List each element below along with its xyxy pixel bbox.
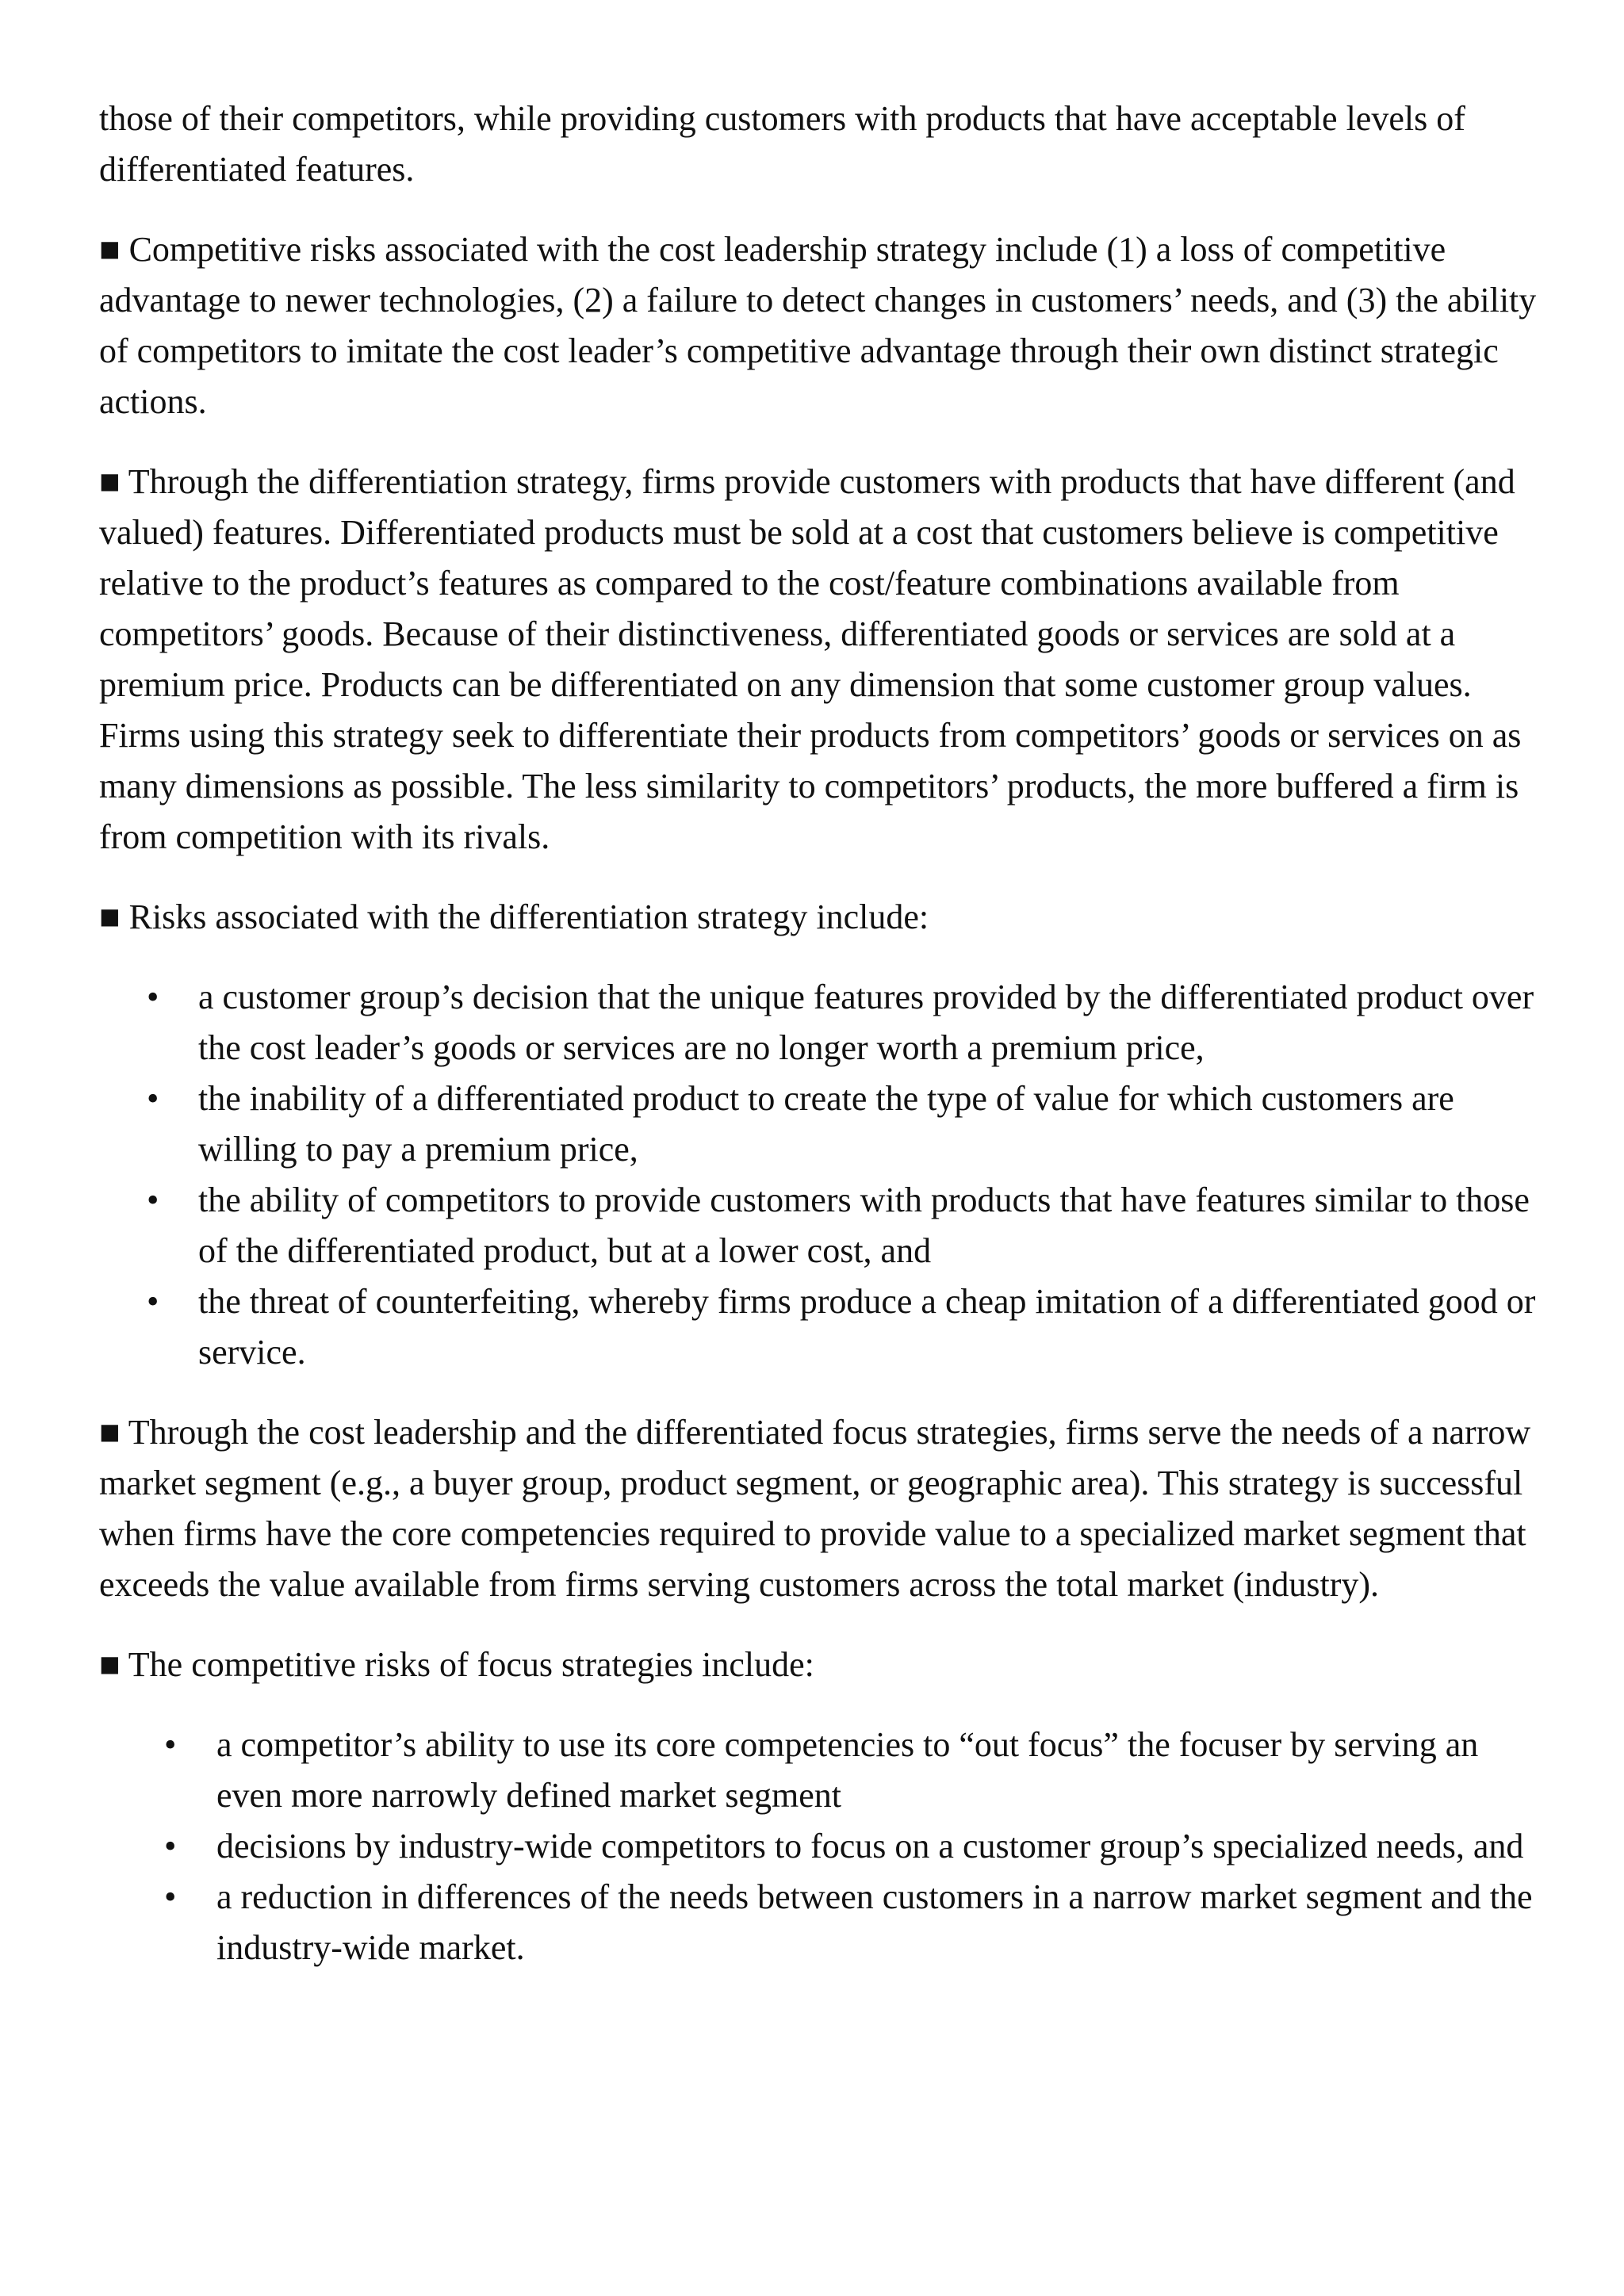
paragraph-differentiation-risks-heading: ■ Risks associated with the differentiation strategy include:: [99, 897, 929, 936]
list-item-text: the threat of counterfeiting, whereby firms produce a cheap imitation of a differentiated good or service.: [198, 1282, 1536, 1372]
list-item: [99, 1276, 1550, 1378]
focus-risks-list: [99, 1720, 1550, 1973]
bullet-icon: •: [147, 978, 159, 1016]
paragraph-focus-risks-heading: ■ The competitive risks of focus strategies include:: [99, 1645, 814, 1684]
list-item-text: the inability of a differentiated product to create the type of value for which customers are willing to pay a premium price,: [198, 1079, 1454, 1169]
bullet-icon: •: [147, 1282, 159, 1321]
bullet-icon: •: [164, 1725, 177, 1764]
list-item-text: a competitor’s ability to use its core competencies to “out focus” the focuser by serving an even more narrowly defined market segment: [216, 1725, 1479, 1815]
list-item: [99, 1821, 1550, 1872]
bullet-icon: •: [164, 1827, 177, 1866]
paragraph-intro-continuation: those of their competitors, while providing customers with products that have acceptable levels of differentiated features.: [99, 99, 1465, 189]
list-item-text: decisions by industry-wide competitors to focus on a customer group’s specialized needs, and: [216, 1827, 1524, 1866]
bullet-icon: •: [147, 1079, 159, 1118]
list-item: [99, 1073, 1550, 1175]
bullet-icon: •: [164, 1877, 177, 1916]
paragraph-cost-leadership-risks: ■ Competitive risks associated with the cost leadership strategy include (1) a loss of competitive advantage to newer technologies, (2) a failure to detect changes in customers’ needs, and (3) the ability of competitors to imitate the cost leader’s competitive advantage through their own distinct strategic actions.: [99, 230, 1537, 421]
list-item: [99, 1720, 1550, 1821]
list-item: [99, 1175, 1550, 1276]
bullet-icon: •: [147, 1181, 159, 1219]
document-page: [99, 94, 1550, 2003]
list-item-text: a customer group’s decision that the unique features provided by the differentiated product over the cost leader’s goods or services are no longer worth a premium price,: [198, 978, 1534, 1067]
list-item-text: the ability of competitors to provide customers with products that have features similar to those of the differentiated product, but at a lower cost, and: [198, 1181, 1530, 1270]
list-item-text: a reduction in differences of the needs between customers in a narrow market segment and the industry-wide market.: [216, 1877, 1533, 1967]
list-item: [99, 972, 1550, 1073]
differentiation-risks-list: [99, 972, 1550, 1378]
paragraph-focus-strategies: ■ Through the cost leadership and the differentiated focus strategies, firms serve the needs of a narrow market segment (e.g., a buyer group, product segment, or geographic area). This strategy is successful when firms have the core competencies required to provide value to a specialized market segment that exceeds the value available from firms serving customers across the total market (industry).: [99, 1413, 1531, 1604]
list-item: [99, 1872, 1550, 1973]
paragraph-differentiation-strategy: ■ Through the differentiation strategy, firms provide customers with products that have different (and valued) features. Differentiated products must be sold at a cost that customers believe is competitive relative to the product’s features as compared to the cost/feature combinations available from competitors’ goods. Because of their distinctiveness, differentiated goods or services are sold at a premium price. Products can be differentiated on any dimension that some customer group values. Firms using this strategy seek to differentiate their products from competitors’ goods or services on as many dimensions as possible. The less similarity to competitors’ products, the more buffered a firm is from competition with its rivals.: [99, 462, 1522, 856]
